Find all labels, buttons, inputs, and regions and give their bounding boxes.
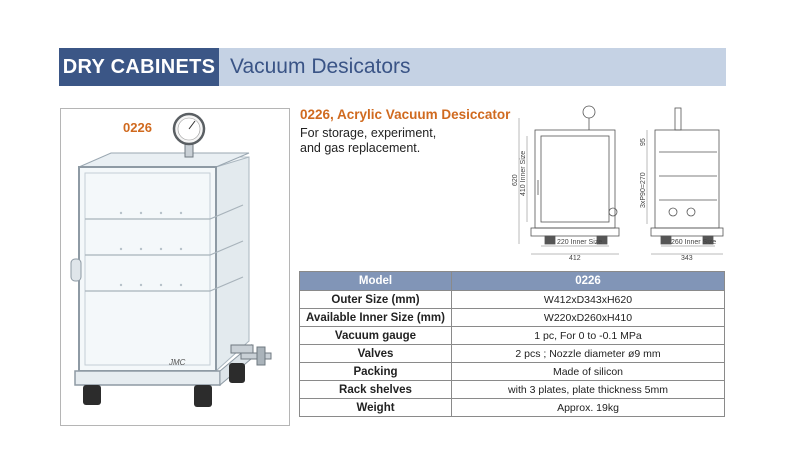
table-row	[300, 345, 725, 363]
description-line-2: and gas replacement.	[300, 140, 421, 155]
spec-value: 2 pcs ; Nozzle diameter ø9 mm	[452, 345, 725, 363]
cabinet-base	[75, 371, 220, 385]
spec-label: Weight	[300, 399, 452, 417]
spec-table	[299, 271, 725, 417]
spec-label: Packing	[300, 363, 452, 381]
spec-label: Available Inner Size (mm)	[300, 309, 452, 327]
spec-header-row	[300, 272, 725, 291]
front-width-total: 412	[569, 255, 581, 260]
side-dimensions	[647, 130, 723, 254]
front-dimensions	[519, 118, 619, 254]
spec-value: W220xD260xH410	[452, 309, 725, 327]
side-depth-inner: 260 Inner Size	[671, 239, 717, 246]
photo-model-code: 0226	[123, 120, 152, 135]
spec-value: 1 pc, For 0 to -0.1 MPa	[452, 327, 725, 345]
product-description	[300, 126, 470, 155]
door-latch	[71, 259, 81, 281]
spec-header-label: Model	[300, 272, 452, 291]
front-view	[531, 106, 619, 244]
product-photo-frame	[60, 108, 290, 426]
vacuum-gauge	[174, 114, 204, 157]
cabinet-side	[216, 157, 249, 371]
table-row	[300, 399, 725, 417]
desiccator-illustration	[61, 109, 289, 425]
spec-header-value: 0226	[452, 272, 725, 291]
side-pitch: 3xP90=270	[640, 172, 647, 208]
spec-value: Approx. 19kg	[452, 399, 725, 417]
category-title: DRY CABINETS	[59, 48, 219, 86]
section-subtitle: Vacuum Desicators	[230, 55, 411, 78]
description-line-1: For storage, experiment,	[300, 126, 437, 140]
spec-value: Made of silicon	[452, 363, 725, 381]
spec-value: W412xD343xH620	[452, 291, 725, 309]
spec-label: Vacuum gauge	[300, 327, 452, 345]
front-width-inner: 220 Inner Size	[557, 239, 603, 246]
table-row	[300, 381, 725, 399]
side-depth-total: 343	[681, 255, 693, 260]
table-row	[300, 327, 725, 345]
table-row	[300, 291, 725, 309]
spec-value: with 3 plates, plate thickness 5mm	[452, 381, 725, 399]
table-row	[300, 363, 725, 381]
brand-mark: JMC	[169, 358, 186, 367]
front-height-inner: 410 Inner Size	[520, 150, 527, 196]
side-view	[651, 108, 723, 244]
side-top-offset: 95	[640, 138, 647, 146]
spec-label: Valves	[300, 345, 452, 363]
front-height-total: 620	[512, 174, 519, 186]
table-row	[300, 309, 725, 327]
product-title: 0226, Acrylic Vacuum Desiccator	[300, 107, 511, 122]
spec-label: Outer Size (mm)	[300, 291, 452, 309]
cabinet-door	[79, 167, 216, 371]
technical-drawing	[505, 100, 730, 260]
spec-label: Rack shelves	[300, 381, 452, 399]
